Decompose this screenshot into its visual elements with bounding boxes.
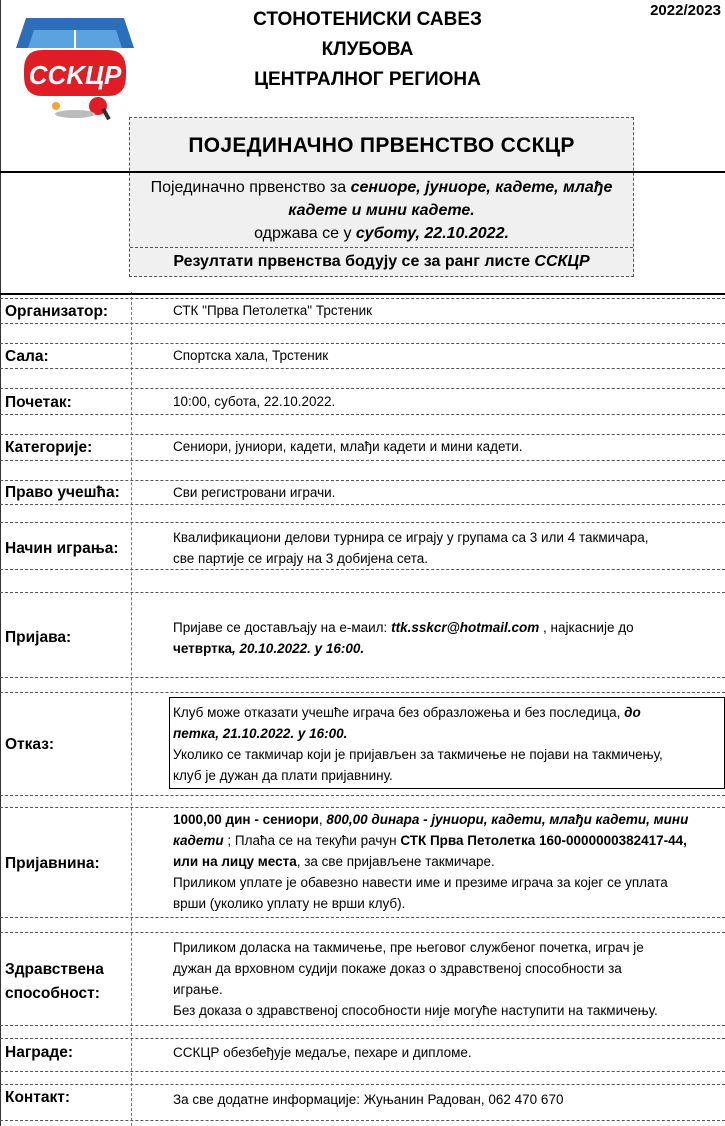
separator xyxy=(0,692,725,693)
contact-label: Контакт: xyxy=(5,1089,71,1106)
separator xyxy=(0,1025,725,1026)
notice-body: Појединачно првенство за сениоре, јуниоре, кадете, млађе кадете и мини кадете. одржава се у суботу, 22.10.2022. xyxy=(150,179,613,242)
season-label: 2022/2023 xyxy=(650,2,721,19)
separator xyxy=(0,917,725,918)
health-value: Приликом доласка на такмичење, пре његовог службеног почетка, играч је дужан да врховном судији покаже доказ о здравственој способности за играње. Без доказа о здравственој способности није могуће наступити на такмичењу. xyxy=(173,940,658,1018)
separator xyxy=(0,388,725,389)
ssk-logo xyxy=(12,10,138,122)
separator xyxy=(0,171,725,173)
format-label: Начин играња: xyxy=(5,540,119,557)
hall-label: Сала: xyxy=(5,348,49,365)
separator xyxy=(0,795,725,796)
separator xyxy=(0,522,725,523)
start-label: Почетак: xyxy=(5,394,72,411)
categories-value: Сениори, јуниори, кадети, млађи кадети и мини кадети. xyxy=(173,439,523,454)
entry-email-link[interactable]: ttk.sskcr@hotmail.com xyxy=(391,620,540,635)
separator xyxy=(0,677,725,678)
hall-value: Спортска хала, Трстеник xyxy=(173,348,329,363)
title-line-1: СТОНОТЕНИСКИ САВЕЗ xyxy=(253,9,482,30)
categories-label: Категорије: xyxy=(5,439,93,456)
awards-value: ССКЦР обезбеђује медаље, пехаре и дипломе. xyxy=(173,1045,472,1060)
separator xyxy=(0,807,725,808)
separator xyxy=(0,414,725,415)
health-label: Здравствена способност: xyxy=(5,961,104,1002)
separator xyxy=(0,932,725,933)
fee-value: 1000,00 дин - сениори, 800,00 динара - јуниори, кадети, млађи кадети, мини кадети ; Плаћа се на текући рачун СТК Прва Петолетка 160-0000000382417-44, или на лицу места, за све пријављене такмичаре. Приликом уплате је обавезно навести име и презиме играча за којег се уплата врши (уколико уплату не врши клуб). xyxy=(173,812,689,911)
separator xyxy=(0,323,725,324)
separator xyxy=(0,592,725,593)
svg-text:СCKЦР: СCKЦР xyxy=(28,60,122,90)
separator xyxy=(0,504,725,505)
format-value: Квалификациони делови турнира се играју у групама са 3 или 4 такмичара, све партије се играју на 3 добијена сета. xyxy=(173,530,649,566)
entry-label: Пријава: xyxy=(5,629,72,646)
contact-value: За све додатне информације: Жуњанин Радован, 062 470 670 xyxy=(173,1092,564,1107)
start-value: 10:00, субота, 22.10.2022. xyxy=(173,394,336,409)
separator xyxy=(0,460,725,461)
awards-label: Награде: xyxy=(5,1044,73,1061)
separator xyxy=(0,298,725,299)
separator xyxy=(0,1038,725,1039)
fee-label: Пријавнина: xyxy=(5,855,100,872)
notice-title: ПОЈЕДИНАЧНО ПРВЕНСТВО ССКЦР xyxy=(188,134,575,157)
column-divider xyxy=(131,292,132,1126)
separator xyxy=(0,1120,725,1121)
title-line-3: ЦЕНТРАЛНОГ РЕГИОНА xyxy=(254,69,481,90)
withdraw-value: Клуб може отказати учешће играча без образложења и без последица, до петка, 21.10.2022. у 16:00. Уколико се такмичар који је пријављен за такмичење не појави на такмичењу, клуб је дужан да плати пријавнину. xyxy=(173,705,663,783)
championship-notice xyxy=(129,117,634,277)
federation-title xyxy=(180,5,555,95)
title-line-2: КЛУБОВА xyxy=(321,39,414,60)
separator xyxy=(0,293,725,295)
separator xyxy=(0,368,725,369)
eligibility-label: Право учешћа: xyxy=(5,484,120,501)
separator xyxy=(0,434,725,435)
withdraw-label: Отказ: xyxy=(5,736,55,753)
separator xyxy=(0,1084,725,1085)
separator xyxy=(0,1071,725,1072)
entry-value: Пријаве се достављају на e-маил: ttk.sskcr@hotmail.com , најкасније до четвртка, 20.10.2022. у 16:00. xyxy=(173,620,634,656)
separator xyxy=(0,480,725,481)
notice-footer: Резултати првенства бодују се за ранг листе ССКЦР xyxy=(130,247,633,276)
separator xyxy=(0,343,725,344)
organizer-label: Организатор: xyxy=(5,303,109,320)
organizer-value: СТК "Прва Петолетка" Трстеник xyxy=(173,303,373,318)
separator xyxy=(0,569,725,570)
eligibility-value: Сви регистровани играчи. xyxy=(173,485,336,500)
left-border xyxy=(0,0,1,1126)
